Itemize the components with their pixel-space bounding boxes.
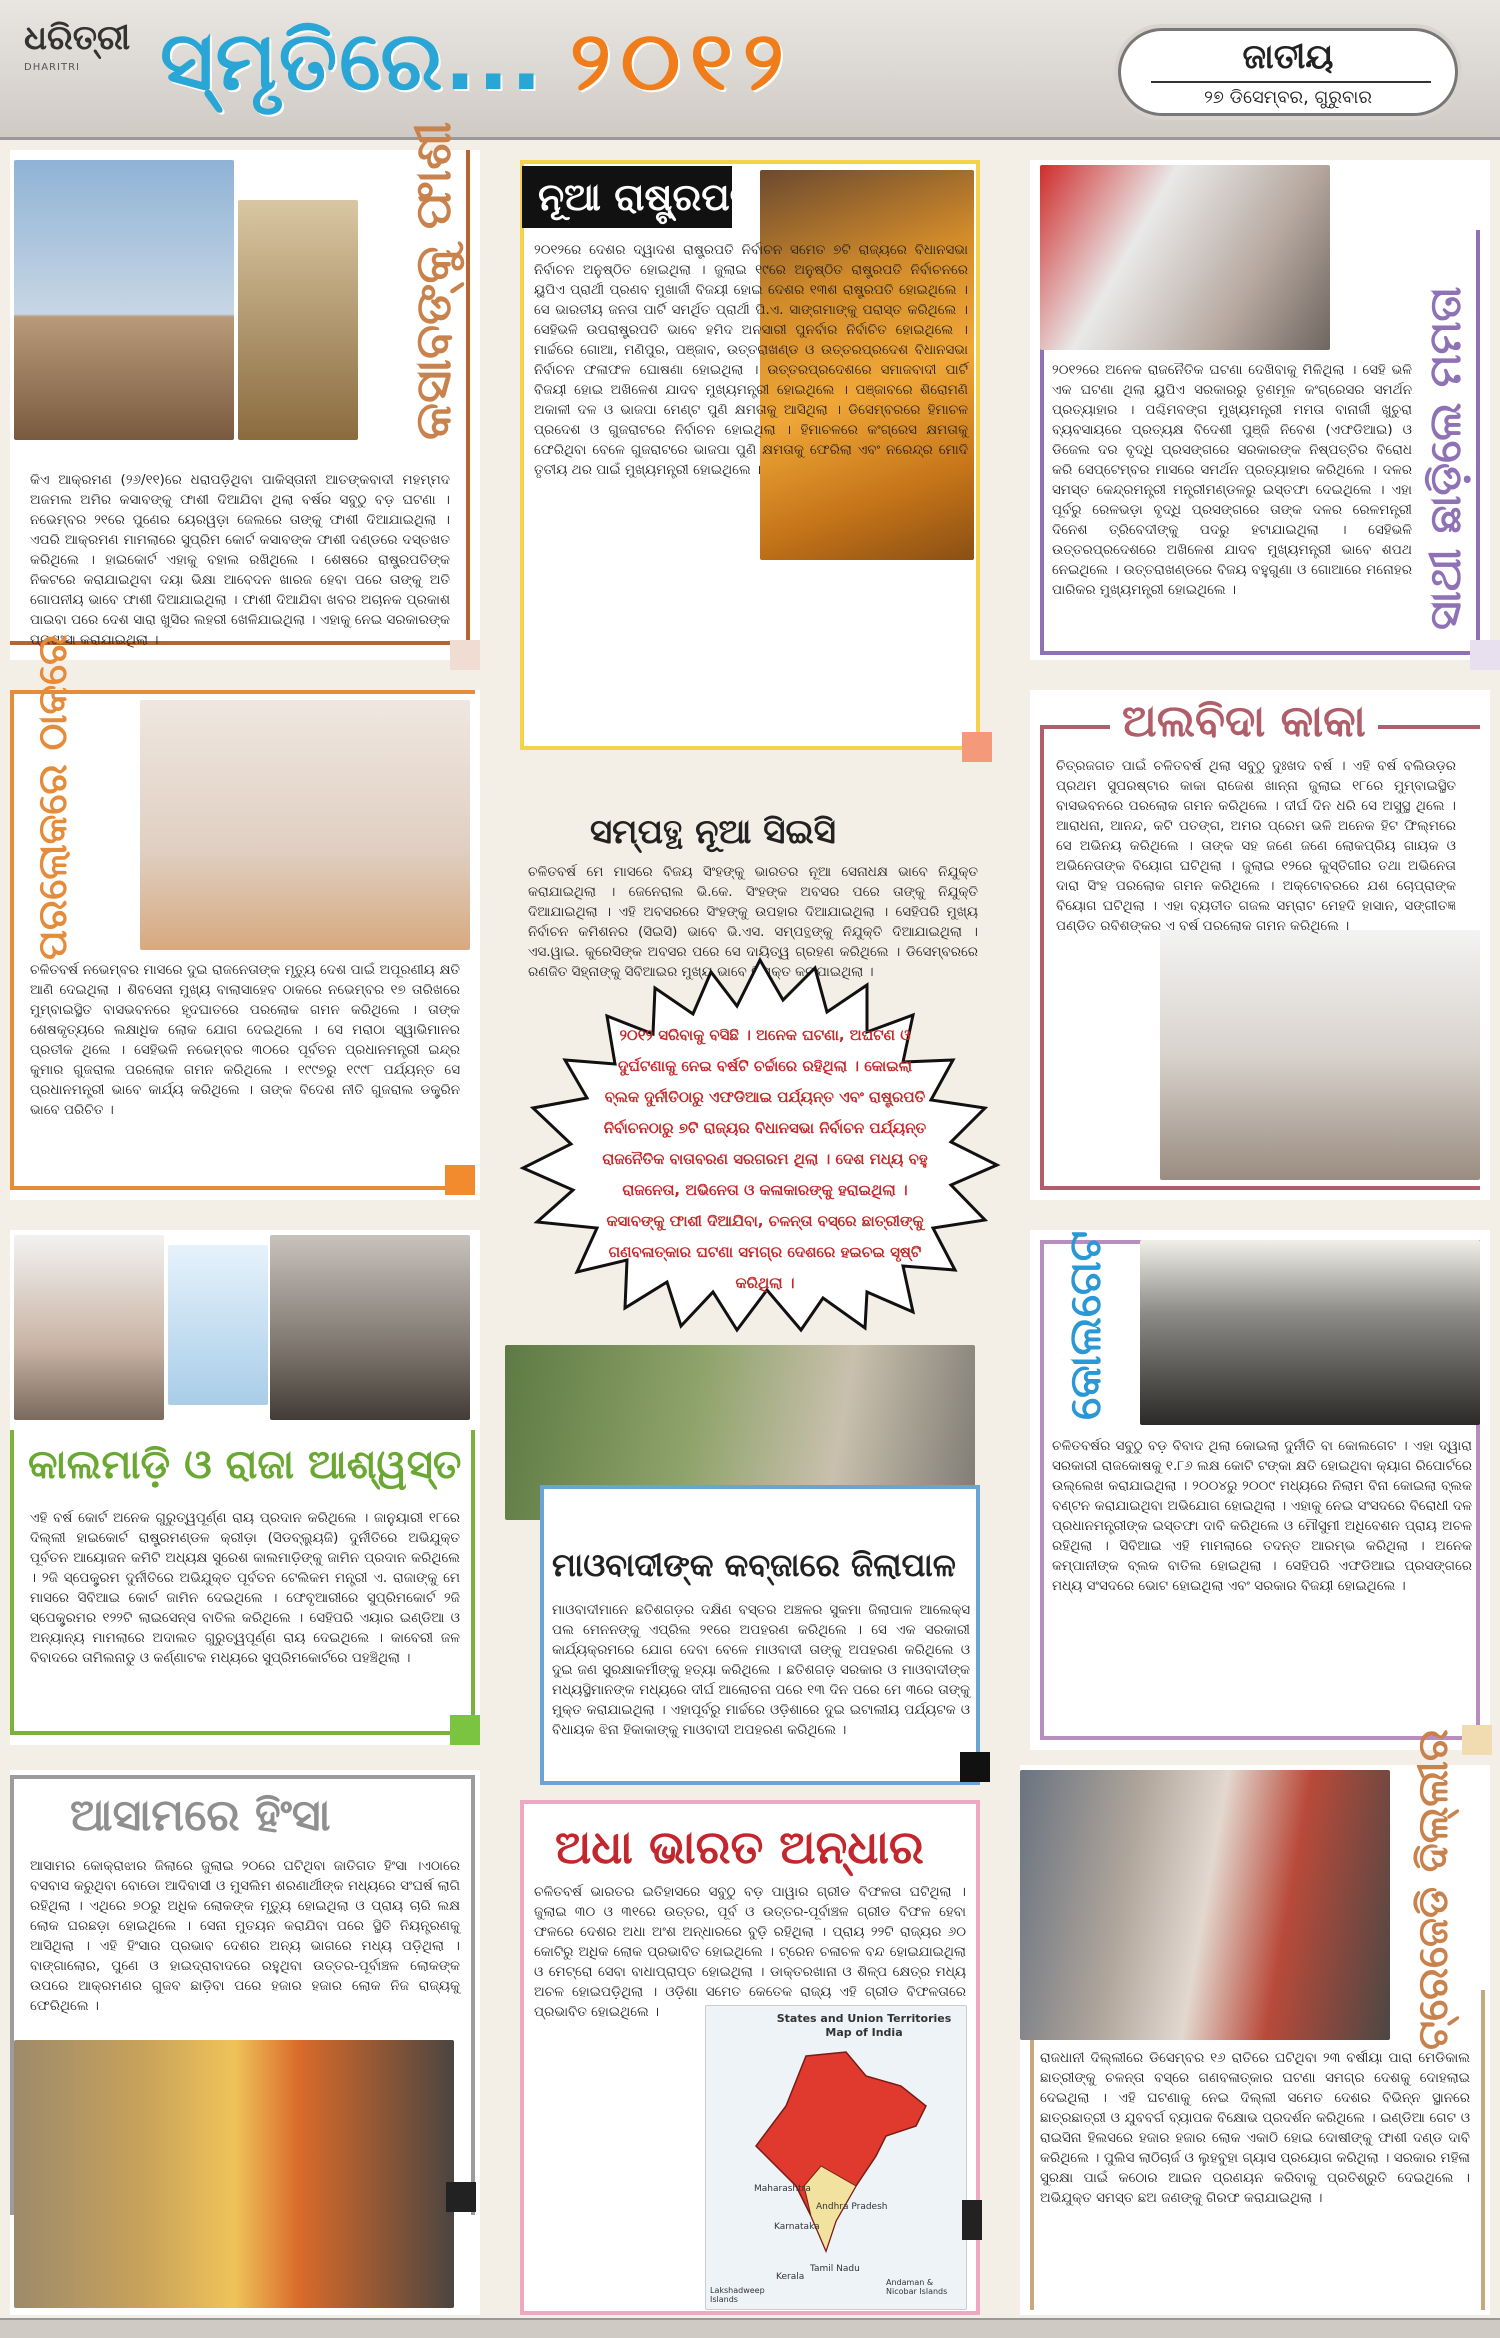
kasab-photo-noose — [238, 200, 358, 440]
kasab-headline: କସାବଙ୍କୁ ଫାଶୀ — [404, 121, 462, 440]
mamata-headline: ସାଥୀ ଛାଡ଼ିଲେ ମମତା — [1420, 286, 1471, 630]
masthead — [0, 0, 1500, 140]
kasab-text: କିଏ ଆକ୍ରମଣ (୨୬/୧୧)ରେ ଧରାପଡ଼ିଥିବା ପାକିସ୍ତାନୀ ଆତଙ୍କବାଦୀ ମହମ୍ମଦ ଅଜମଲ ଅମିର କସାବଙ୍କୁ ଫାଶୀ ଦିଆଯିବା ଥିଲା ବର୍ଷର ସବୁଠୁ ବଡ଼ ଘଟଣା । ନଭେମ୍ବର ୨୧ରେ ପୁଣେର ୟେରୱଡ଼ା ଜେଲରେ ତାଙ୍କୁ ଫାଶୀ ଦିଆଯାଇଥିଲା । ଏପରି ଆକ୍ରମଣ ମାମଲାରେ ସୁପ୍ରିମ କୋର୍ଟ କସାବଙ୍କ ଫାଶୀ ଦଣ୍ଡରେ ଦସ୍ତଖତ କରିଥିଲେ । ହାଇକୋର୍ଟ ଏହାକୁ ବହାଲ ରଖିଥିଲେ । ଶେଷରେ ରାଷ୍ଟ୍ରପତିଙ୍କ ନିକଟରେ କରାଯାଇଥିବା ଦୟା ଭିକ୍ଷା ଆବେଦନ ଖାରଜ ହେବା ପରେ ତାଙ୍କୁ ଅତି ଗୋପନୀୟ ଭାବେ ଫାଶୀ ଦିଆଯାଇଥିଲା । ଫାଶୀ ଦିଆଯିବା ଖବର ଅଚାନକ ପ୍ରକାଶ ପାଇବା ପରେ ଦେଶ ସାରା ଖୁସିର ଲହରୀ ଖେଳିଯାଇଥିଲା । ଏହାକୁ ନେଇ ସରକାରଙ୍କ ପ୍ରଶଂସା କରାଯାଇଥିଲା । — [30, 472, 450, 648]
section-pill — [1118, 28, 1458, 116]
kaka-text: ଚିତ୍ରଜଗତ ପାଇଁ ଚଳିତବର୍ଷ ଥିଲା ସବୁଠୁ ଦୁଃଖଦ ବର୍ଷ । ଏହି ବର୍ଷ ବଲିଉଡ଼ର ପ୍ରଥମ ସୁପରଷ୍ଟାର କାକା ରାଜେଶ ଖାନ୍ନା ଜୁଲାଇ ୧୮ରେ ମୁମ୍ବାଇସ୍ଥିତ ବାସଭବନରେ ପରଲୋକ ଗମନ କରିଥିଲେ । ଦୀର୍ଘ ଦିନ ଧରି ସେ ଅସୁସ୍ଥ ଥିଲେ । ଆରାଧନା, ଆନନ୍ଦ, କଟି ପତଙ୍ଗ, ଅମର ପ୍ରେମ ଭଳି ଅନେକ ହିଟ ଫିଲ୍ମରେ ସେ ଅଭିନୟ କରିଥିଲେ । ତାଙ୍କ ସହ ଜଣେ ଜଣେ ଲୋକପ୍ରିୟ ଗାୟକ ଓ ଅଭିନେତାଙ୍କ ବିୟୋଗ ଘଟିଥିଲା । ଜୁଲାଇ ୧୨ରେ କୁସ୍ତିଗୀର ତଥା ଅଭିନେତା ଦାରା ସିଂହ ପରଲୋକ ଗମନ କରିଥିଲେ । ଅକ୍ଟୋବରରେ ଯଶ ଚୋପ୍ରାଙ୍କ ବିୟୋଗ ଘଟିଥିଲା । ଏହା ବ୍ୟତୀତ ଗଜଲ ସମ୍ରାଟ ମେହଦି ହାସାନ, ସଙ୍ଗୀତଜ୍ଞ ପଣ୍ଡିତ ରବିଶଙ୍କର ଏ ବର୍ଷ ପରଲୋକ ଗମନ କରିଥିଲେ । — [1056, 758, 1456, 934]
mamata-photo — [1040, 165, 1330, 350]
blackout-text: ଚଳିତବର୍ଷ ଭାରତର ଇତିହାସରେ ସବୁଠୁ ବଡ଼ ପାୱାର ଗ୍ରୀଡ ବିଫଳତା ଘଟିଥିଲା । ଜୁଲାଇ ୩୦ ଓ ୩୧ରେ ଉତ୍ତର, ପୂର୍ବ ଓ ଉତ୍ତର-ପୂର୍ବାଞ୍ଚଳ ଗ୍ରୀଡ ବିଫଳ ହେବା ଫଳରେ ଦେଶର ଅଧା ଅଂଶ ଅନ୍ଧାରରେ ବୁଡ଼ି ରହିଥିଲା । ପ୍ରାୟ ୨୨ଟି ରାଜ୍ୟର ୬୦ କୋଟିରୁ ଅଧିକ ଲୋକ ପ୍ରଭାବିତ ହୋଇଥିଲେ । ଟ୍ରେନ ଚଳାଚଳ ବନ୍ଦ ହୋଇଯାଇଥିଲା ଓ ମେଟ୍ରୋ ସେବା ବାଧାପ୍ରାପ୍ତ ହୋଇଥିଲା । ଡାକ୍ତରଖାନା ଓ ଶିଳ୍ପ କ୍ଷେତ୍ର ମଧ୍ୟ ଅଚଳ ହୋଇପଡ଼ିଥିଲା । ଓଡ଼ିଶା ସମେତ କେତେକ ରାଜ୍ୟ ଏହି ଗ୍ରୀଡ ବିଫଳତାରେ ପ୍ରଭାବିତ ହୋଇଥିଲେ । — [534, 1884, 966, 2020]
coalgate-headline: କୋଲଗେଟ — [1060, 1230, 1111, 1420]
map-label-lakshadweep: Lakshadweep Islands — [710, 2286, 765, 2304]
thackeray-corner-square — [445, 1165, 475, 1195]
maoist-headline: ମାଓବାଦୀଙ୍କ କବ୍‌ଜାରେ ଜିଲାପାଳ — [552, 1546, 956, 1584]
assam-corner-square — [446, 2182, 476, 2212]
delhi-protest-photo — [1020, 1770, 1390, 2040]
india-map — [705, 2005, 967, 2310]
banner-title — [160, 14, 794, 110]
assam-headline: ଆସାମରେ ହିଂସା — [70, 1790, 331, 1841]
brand-logo: ଧରିତ୍ରୀ — [24, 18, 131, 58]
kasab-photo-taj — [14, 160, 234, 440]
maoist-text: ମାଓବାଦୀମାନେ ଛତିଶଗଡ଼ର ଦକ୍ଷିଣ ବସ୍ତର ଅଞ୍ଚଳର ସୁକମା ଜିଲାପାଳ ଆଲେକ୍ସ ପଲ ମେନନଙ୍କୁ ଏପ୍ରିଲ ୨୧ରେ ଅପହରଣ କରିଥିଲେ । ସେ ଏକ ସରକାରୀ କାର୍ଯ୍ୟକ୍ରମରେ ଯୋଗ ଦେବା ବେଳେ ମାଓବାଦୀ ତାଙ୍କୁ ଅପହରଣ କରିଥିଲେ ଓ ଦୁଇ ଜଣ ସୁରକ୍ଷାକର୍ମୀଙ୍କୁ ହତ୍ୟା କରିଥିଲେ । ଛତିଶଗଡ଼ ସରକାର ଓ ମାଓବାଦୀଙ୍କ ମଧ୍ୟସ୍ଥିମାନଙ୍କ ମଧ୍ୟରେ ଦୀର୍ଘ ଆଲୋଚନା ପରେ ୧୩ ଦିନ ପରେ ମେ ୩ରେ ତାଙ୍କୁ ମୁକ୍ତ କରାଯାଇଥିଲା । ଏହାପୂର୍ବରୁ ମାର୍ଚ୍ଚରେ ଓଡ଼ିଶାରେ ଦୁଇ ଇଟାଲୀୟ ପର୍ଯ୍ୟଟକ ଓ ବିଧାୟକ ଝିନା ହିକାକାଙ୍କୁ ମାଓବାଦୀ ଅପହରଣ କରିଥିଲେ । — [552, 1602, 970, 1738]
kalmadi-text: ଏହି ବର୍ଷ କୋର୍ଟ ଅନେକ ଗୁରୁତ୍ୱପୂର୍ଣ୍ଣ ରାୟ ପ୍ରଦାନ କରିଥିଲେ । ଜାନୁୟାରୀ ୧୮ରେ ଦିଲ୍ଲୀ ହାଇକୋର୍ଟ ରାଷ୍ଟ୍ରମଣ୍ଡଳ କ୍ରୀଡ଼ା (ସିଡବ୍ଲ୍ୟୁଜି) ଦୁର୍ନୀତିରେ ଅଭିଯୁକ୍ତ ପୂର୍ବତନ ଆୟୋଜନ କମିଟି ଅଧ୍ୟକ୍ଷ ସୁରେଶ କାଲମାଡ଼ିଙ୍କୁ ଜାମିନ ପ୍ରଦାନ କରିଥିଲେ । ୨ଜି ସ୍ପେକ୍ଟ୍ରମ ଦୁର୍ନୀତିରେ ଅଭିଯୁକ୍ତ ପୂର୍ବତନ ଟେଲିକମ ମନ୍ତ୍ରୀ ଏ. ରାଜାଙ୍କୁ ମେ ମାସରେ ସିବିଆଇ କୋର୍ଟ ଜାମିନ ଦେଇଥିଲେ । ଫେବୃଆରୀରେ ସୁପ୍ରିମକୋର୍ଟ ୨ଜି ସ୍ପେକ୍ଟ୍ରମର ୧୨୨ଟି ଲାଇସେନ୍ସ ବାତିଲ କରିଥିଲେ । ସେହିପରି ଏୟାର ଇଣ୍ଡିଆ ଓ ଅନ୍ୟାନ୍ୟ ମାମଲାରେ ଅଦାଲତ ଗୁରୁତ୍ୱପୂର୍ଣ୍ଣ ରାୟ ଦେଇଥିଲେ । କାବେରୀ ଜଳ ବିବାଦରେ ତାମିଲନାଡୁ ଓ କର୍ଣ୍ଣାଟକ ମଧ୍ୟରେ ସୁପ୍ରିମକୋର୍ଟରେ ପହଞ୍ଚିଥିଲା । — [30, 1510, 460, 1666]
map-label-tamilnadu: Tamil Nadu — [810, 2264, 860, 2274]
maoist-corner-square — [960, 1752, 990, 1782]
footer-bar — [0, 2318, 1500, 2338]
banner-title-text: ସ୍ମୃତିରେ... — [160, 14, 544, 109]
map-label-andaman: Andaman & Nicobar Islands — [886, 2278, 948, 2296]
cec-text: ଚଳିତବର୍ଷ ମେ ମାସରେ ବିଜୟ ସିଂହଙ୍କୁ ଭାରତର ନୂଆ ସେନାଧକ୍ଷ ଭାବେ ନିଯୁକ୍ତ କରାଯାଇଥିଲା । ଜେନେରାଲ ଭି.କେ. ସିଂହଙ୍କ ଅବସର ପରେ ତାଙ୍କୁ ନିଯୁକ୍ତି ଦିଆଯାଇଥିଲା । ଏହି ଅବସରରେ ସିଂହଙ୍କୁ ଉପହାର ଦିଆଯାଇଥିଲା । ସେହିପରି ମୁଖ୍ୟ ନିର୍ବାଚନ କମିଶନର (ସିଇସି) ଭାବେ ଭି.ଏସ. ସମ୍ପତ୍ଥଙ୍କୁ ନିଯୁକ୍ତି ଦିଆଯାଇଥିଲା । ଏସ.ୱାଇ. କୁରେସିଙ୍କ ଅବସର ପରେ ସେ ଦାୟିତ୍ୱ ଗ୍ରହଣ କରିଥିଲେ । ଡିସେମ୍ବରରେ ରଣଜିତ ସିହ୍ନାଙ୍କୁ ସିବିଆଇର ମୁଖ୍ୟ ଭାବେ ନିଯୁକ୍ତ କରାଯାଇଥିଲା । — [528, 864, 978, 980]
section-name: ଜାତୀୟ — [1242, 37, 1334, 77]
coalgate-photo — [1140, 1240, 1480, 1425]
kalmadi-headline: କାଲମାଡ଼ି ଓ ରାଜା ଆଶ୍ୱସ୍ତ — [28, 1442, 462, 1488]
thackeray-text: ଚଳିତବର୍ଷ ନଭେମ୍ବର ମାସରେ ଦୁଇ ରାଜନେତାଙ୍କ ମୃତ୍ୟୁ ଦେଶ ପାଇଁ ଅପୂରଣୀୟ କ୍ଷତି ଆଣି ଦେଇଥିଲା । ଶିବସେନା ମୁଖ୍ୟ ବାଲାସାହେବ ଠାକରେ ନଭେମ୍ବର ୧୭ ତାରିଖରେ ମୁମ୍ବାଇସ୍ଥିତ ବାସଭବନରେ ହୃଦଘାତରେ ପରଲୋକ ଗମନ କରିଥିଲେ । ତାଙ୍କ ଶେଷକୃତ୍ୟରେ ଲକ୍ଷାଧିକ ଲୋକ ଯୋଗ ଦେଇଥିଲେ । ସେ ମରାଠା ସ୍ୱାଭିମାନର ପ୍ରତୀକ ଥିଲେ । ସେହିଭଳି ନଭେମ୍ବର ୩୦ରେ ପୂର୍ବତନ ପ୍ରଧାନମନ୍ତ୍ରୀ ଇନ୍ଦ୍ର କୁମାର ଗୁଜରାଲ ପରଲୋକ ଗମନ କରିଥିଲେ । ୧୯୯୭ରୁ ୧୯୯୮ ପର୍ଯ୍ୟନ୍ତ ସେ ପ୍ରଧାନମନ୍ତ୍ରୀ ଭାବେ କାର୍ଯ୍ୟ କରିଥିଲେ । ତାଙ୍କ ବିଦେଶ ନୀତି ଗୁଜରାଲ ଡକ୍ଟ୍ରିନ ଭାବେ ପରିଚିତ । — [30, 962, 460, 1118]
map-label-karnataka: Karnataka — [774, 2222, 820, 2232]
coalgate-corner-square — [1462, 1725, 1492, 1755]
mamata-corner-square — [1470, 640, 1500, 670]
brand-sub: DHARITRI — [24, 62, 80, 73]
kasab-corner-square — [450, 640, 480, 670]
tower-photo — [168, 1245, 268, 1405]
assam-text: ଆସାମର କୋକ୍ରାଝାର ଜିଲାରେ ଜୁଲାଇ ୨୦ରେ ଘଟିଥିବା ଜାତିଗତ ହିଂସା ।ଏଠାରେ ବସବାସ କରୁଥିବା ବୋଡୋ ଆଦିବାସୀ ଓ ମୁସଲିମ ଶରଣାର୍ଥୀଙ୍କ ମଧ୍ୟରେ ସଂଘର୍ଷ ଲାଗି ରହିଥିଲା । ଏଥିରେ ୭୦ରୁ ଅଧିକ ଲୋକଙ୍କ ମୃତ୍ୟୁ ହୋଇଥିଲା ଓ ପ୍ରାୟ ଚାରି ଲକ୍ଷ ଲୋକ ଘରଛଡ଼ା ହୋଇଥିଲେ । ସେନା ମୁତୟନ କରାଯିବା ପରେ ସ୍ଥିତି ନିୟନ୍ତ୍ରଣକୁ ଆସିଥିଲା । ଏହି ହିଂସାର ପ୍ରଭାବ ଦେଶର ଅନ୍ୟ ଭାଗରେ ମଧ୍ୟ ପଡ଼ିଥିଲା । ବାଙ୍ଗାଲୋର, ପୁଣେ ଓ ହାଇଦ୍ରାବାଦରେ ରହୁଥିବା ଉତ୍ତର-ପୂର୍ବାଞ୍ଚଳ ଲୋକଙ୍କ ଉପରେ ଆକ୍ରମଣର ଗୁଜବ ଛାଡ଼ିବା ପରେ ହଜାର ହଜାର ଲୋକ ନିଜ ରାଜ୍ୟକୁ ଫେରିଥିଲେ । — [30, 1858, 460, 2014]
banner-year: ୨୦୧୨ — [569, 14, 794, 109]
raja-photo — [14, 1235, 164, 1420]
map-label-kerala: Kerala — [776, 2272, 805, 2282]
mamata-text: ୨୦୧୨ରେ ଅନେକ ରାଜନୈତିକ ଘଟଣା ଦେଖିବାକୁ ମିଳିଥିଲା । ସେହି ଭଳି ଏକ ଘଟଣା ଥିଲା ୟୁପିଏ ସରକାରରୁ ତୃଣମୂଳ କଂଗ୍ରେସର ସମର୍ଥନ ପ୍ରତ୍ୟାହାର । ପଶ୍ଚିମବଙ୍ଗ ମୁଖ୍ୟମନ୍ତ୍ରୀ ମମତା ବାନାର୍ଜୀ ଖୁଚୁରା ବ୍ୟବସାୟରେ ପ୍ରତ୍ୟକ୍ଷ ବିଦେଶୀ ପୁଞ୍ଜି ନିବେଶ (ଏଫଡିଆଇ) ଓ ଡିଜେଲ ଦର ବୃଦ୍ଧି ପ୍ରସଙ୍ଗରେ ସରକାରଙ୍କ ନିଷ୍ପତ୍ତିର ବିରୋଧ କରି ସେପ୍ଟେମ୍ବର ମାସରେ ସମର୍ଥନ ପ୍ରତ୍ୟାହାର କରିଥିଲେ । ଦଳର ସମସ୍ତ କେନ୍ଦ୍ରମନ୍ତ୍ରୀ ମନ୍ତ୍ରୀମଣ୍ଡଳରୁ ଇସ୍ତଫା ଦେଇଥିଲେ । ଏହା ପୂର୍ବରୁ ରେଳଭଡ଼ା ବୃଦ୍ଧି ପ୍ରସଙ୍ଗରେ ତାଙ୍କ ଦଳର ରେଳମନ୍ତ୍ରୀ ଦିନେଶ ତ୍ରିବେଦୀଙ୍କୁ ପଦରୁ ହଟାଯାଇଥିଲା । ସେହିଭଳି ଉତ୍ତରପ୍ରଦେଶରେ ଅଖିଳେଶ ଯାଦବ ମୁଖ୍ୟମନ୍ତ୍ରୀ ଭାବେ ଶପଥ ନେଇଥିଲେ । ଉତ୍ତରାଖଣ୍ଡରେ ବିଜୟ ବହୁଗୁଣା ଓ ଗୋଆରେ ମନୋହର ପାରିକର ମୁଖ୍ୟମନ୍ତ୍ରୀ ହୋଇଥିଲେ । — [1052, 362, 1412, 598]
issue-date: ୨୭ ଡିସେମ୍ବର, ଗୁରୁବାର — [1203, 87, 1373, 108]
blackout-corner-square — [962, 2200, 982, 2240]
thackeray-headline: ପରଲୋକରେ ଠାକରେ — [30, 634, 76, 960]
delhi-text: ରାଜଧାନୀ ଦିଲ୍ଲୀରେ ଡିସେମ୍ବର ୧୬ ରାତିରେ ଘଟିଥିବା ୨୩ ବର୍ଷୀୟା ପାରା ମେଡିକାଲ ଛାତ୍ରୀଙ୍କୁ ଚଳନ୍ତା ବସ୍‌ରେ ଗଣବଳାତ୍କାର ଘଟଣା ସମଗ୍ର ଦେଶକୁ ଦୋହଲାଇ ଦେଇଥିଲା । ଏହି ଘଟଣାକୁ ନେଇ ଦିଲ୍ଲୀ ସମେତ ଦେଶର ବିଭିନ୍ନ ସ୍ଥାନରେ ଛାତ୍ରଛାତ୍ରୀ ଓ ଯୁବବର୍ଗ ବ୍ୟାପକ ବିକ୍ଷୋଭ ପ୍ରଦର୍ଶନ କରିଥିଲେ । ଇଣ୍ଡିଆ ଗେଟ ଓ ରାଇସିନା ହିଲସରେ ହଜାର ହଜାର ଲୋକ ଏକାଠି ହୋଇ ଦୋଷୀଙ୍କୁ ଫାଶୀ ଦଣ୍ଡ ଦାବି କରିଥିଲେ । ପୁଲିସ ଲାଠିଚାର୍ଜ ଓ ଲୁହବୁହା ଗ୍ୟାସ ପ୍ରୟୋଗ କରିଥିଲା । ସରକାର ମହିଳା ସୁରକ୍ଷା ପାଇଁ କଠୋର ଆଇନ ପ୍ରଣୟନ କରିବାକୁ ପ୍ରତିଶ୍ରୁତି ଦେଇଥିଲେ । ଅଭିଯୁକ୍ତ ସମସ୍ତ ଛଅ ଜଣଙ୍କୁ ଗିରଫ କରାଯାଇଥିଲା । — [1040, 2050, 1470, 2206]
map-label-maharashtra: Maharashtra — [754, 2184, 811, 2194]
map-label-andhra: Andhra Pradesh — [816, 2202, 888, 2212]
blackout-headline: ଅଧା ଭାରତ ଅନ୍ଧାର — [555, 1820, 924, 1874]
kalmadi-corner-square — [450, 1715, 480, 1745]
assam-photo — [14, 2040, 454, 2308]
cec-headline: ସମ୍ପତ୍ଥ ନୂଆ ସିଇସି — [590, 812, 836, 852]
delhi-headline: ଟ୍ରେଜେଡି ଦିଲ୍ଲୀର — [1408, 1729, 1457, 2050]
thackeray-photo — [140, 700, 470, 950]
president-corner-square — [962, 732, 992, 762]
india-map-shape — [726, 2046, 946, 2266]
president-headline: ନୂଆ ରାଷ୍ଟ୍ରପତି — [522, 166, 732, 228]
coalgate-text: ଚଳିତବର୍ଷର ସବୁଠୁ ବଡ଼ ବିବାଦ ଥିଲା କୋଇଲା ଦୁର୍ନୀତି ବା କୋଲଗେଟ । ଏହା ଦ୍ୱାରା ସରକାରୀ ରାଜକୋଷକୁ ୧.୮୬ ଲକ୍ଷ କୋଟି ଟଙ୍କା କ୍ଷତି ହୋଇଥିବା କ୍ୟାଗ ରିପୋର୍ଟରେ ଉଲ୍ଲେଖ କରାଯାଇଥିଲା । ୨୦୦୪ରୁ ୨୦୦୯ ମଧ୍ୟରେ ନିଲାମ ବିନା କୋଇଲା ବ୍ଲକ ବଣ୍ଟନ କରାଯାଇଥିବା ଅଭିଯୋଗ ହୋଇଥିଲା । ଏହାକୁ ନେଇ ସଂସଦରେ ବିରୋଧୀ ଦଳ ପ୍ରଧାନମନ୍ତ୍ରୀଙ୍କ ଇସ୍ତଫା ଦାବି କରିଥିଲେ ଓ ମୌସୁମୀ ଅଧିବେଶନ ପ୍ରାୟ ଅଚଳ ରହିଥିଲା । ସିବିଆଇ ଏହି ମାମଲାରେ ତଦନ୍ତ ଆରମ୍ଭ କରିଥିଲା । ଅନେକ କମ୍ପାନୀଙ୍କ ବ୍ଲକ ବାତିଲ ହୋଇଥିଲା । ସେହିପରି ଏଫଡିଆଇ ପ୍ରସଙ୍ଗରେ ମଧ୍ୟ ସଂସଦରେ ଭୋଟ ହୋଇଥିଲା ଏବଂ ସରକାର ବିଜୟୀ ହୋଇଥିଲେ । — [1052, 1438, 1472, 1594]
kalmadi-photo — [270, 1235, 470, 1420]
kaka-headline: ଅଲବିଦା କାକା — [1110, 696, 1378, 747]
intro-starburst-text: ୨୦୧୨ ସରିବାକୁ ବସିଛି । ଅନେକ ଘଟଣା, ଅଘଟଣ ଓ ଦୁର୍ଘଟଣାକୁ ନେଇ ବର୍ଷଟି ଚର୍ଚ୍ଚାରେ ରହିଥିଲା । କୋଇଲା ବ୍ଲକ ଦୁର୍ନୀତିଠାରୁ ଏଫଡିଆଇ ପର୍ଯ୍ୟନ୍ତ ଏବଂ ରାଷ୍ଟ୍ରପତି ନିର୍ବାଚନଠାରୁ ୭ଟି ରାଜ୍ୟର ବିଧାନସଭା ନିର୍ବାଚନ ପର୍ଯ୍ୟନ୍ତ ରାଜନୈତିକ ବାତାବରଣ ସରଗରମ ଥିଲା । ଦେଶ ମଧ୍ୟ ବହୁ ରାଜନେତା, ଅଭିନେତା ଓ କଳାକାରଙ୍କୁ ହରାଇଥିଲା । କସାବଙ୍କୁ ଫାଶୀ ଦିଆଯିବା, ଚଳନ୍ତା ବସ୍‌ରେ ଛାତ୍ରୀଙ୍କୁ ଗଣବଳାତ୍କାର ଘଟଣା ସମଗ୍ର ଦେଶରେ ହଇଚଇ ସୃଷ୍ଟି କରିଥିଲା । — [602, 1026, 928, 1292]
india-map-title: States and Union Territories Map of India — [776, 2012, 952, 2039]
section-rule — [1151, 81, 1431, 83]
president-text: ୨୦୧୨ରେ ଦେଶର ଦ୍ୱାଦଶ ରାଷ୍ଟ୍ରପତି ନିର୍ବାଚନ ସମେତ ୭ଟି ରାଜ୍ୟରେ ବିଧାନସଭା ନିର୍ବାଚନ ଅନୁଷ୍ଠିତ ହୋଇଥିଲା । ଜୁଲାଇ ୧୯ରେ ଅନୁଷ୍ଠିତ ରାଷ୍ଟ୍ରପତି ନିର୍ବାଚନରେ ୟୁପିଏ ପ୍ରାର୍ଥୀ ପ୍ରଣବ ମୁଖାର୍ଜୀ ବିଜୟୀ ହୋଇ ଦେଶର ୧୩ଶ ରାଷ୍ଟ୍ରପତି ହୋଇଥିଲେ । ସେ ଭାରତୀୟ ଜନତା ପାର୍ଟି ସମର୍ଥିତ ପ୍ରାର୍ଥୀ ପି.ଏ. ସାଙ୍ଗମାଙ୍କୁ ପରାସ୍ତ କରିଥିଲେ । ସେହିଭଳି ଉପରାଷ୍ଟ୍ରପତି ଭାବେ ହମିଦ ଅନସାରୀ ପୁନର୍ବାର ନିର୍ବାଚିତ ହୋଇଥିଲେ । ମାର୍ଚ୍ଚରେ ଗୋଆ, ମଣିପୁର, ପଞ୍ଜାବ, ଉତ୍ତରାଖଣ୍ଡ ଓ ଉତ୍ତରପ୍ରଦେଶ ବିଧାନସଭା ନିର୍ବାଚନ ଫଳାଫଳ ଘୋଷଣା ହୋଇଥିଲା । ଉତ୍ତରପ୍ରଦେଶରେ ସମାଜବାଦୀ ପାର୍ଟି ବିଜୟୀ ହୋଇ ଅଖିଳେଶ ଯାଦବ ମୁଖ୍ୟମନ୍ତ୍ରୀ ହୋଇଥିଲେ । ପଞ୍ଜାବରେ ଶିରୋମଣି ଅକାଳୀ ଦଳ ଓ ଭାଜପା ମେଣ୍ଟ ପୁଣି କ୍ଷମତାକୁ ଆସିଥିଲା । ଡିସେମ୍ବରରେ ହିମାଚଳ ପ୍ରଦେଶ ଓ ଗୁଜରାଟରେ ନିର୍ବାଚନ ହୋଇଥିଲା । ହିମାଚଳରେ କଂଗ୍ରେସ କ୍ଷମତାକୁ ଫେରିଥିବା ବେଳେ ଗୁଜରାଟରେ ଭାଜପା ପୁଣି କ୍ଷମତାକୁ ଫେରିଲା ଏବଂ ନରେନ୍ଦ୍ର ମୋଦି ତୃତୀୟ ଥର ପାଇଁ ମୁଖ୍ୟମନ୍ତ୍ରୀ ହୋଇଥିଲେ । — [534, 242, 968, 478]
